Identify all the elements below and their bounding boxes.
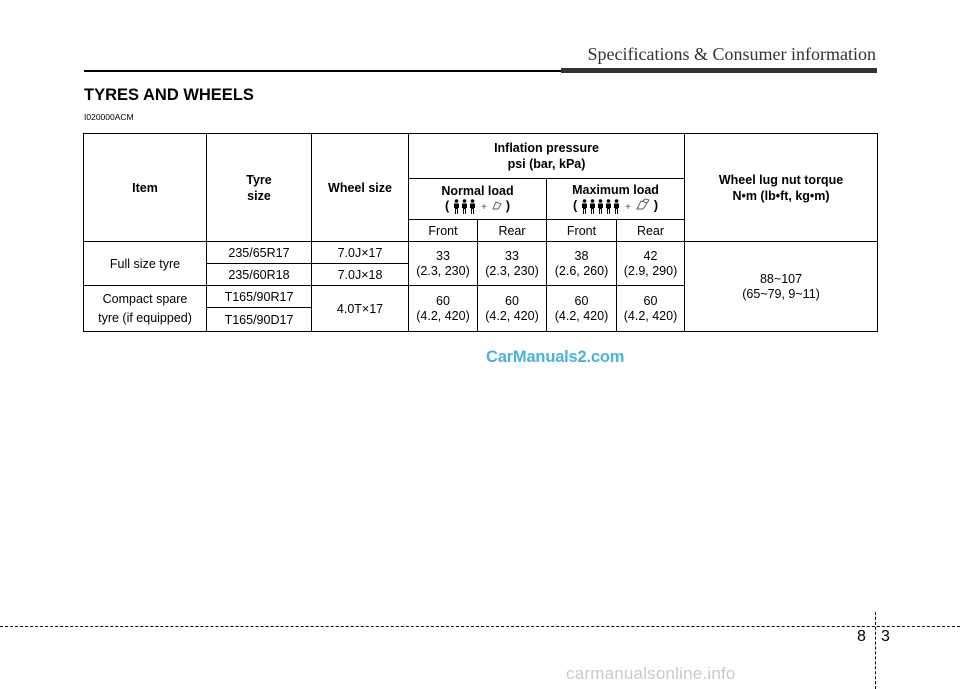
pressure-cell: 33 (2.3, 230) <box>409 242 478 286</box>
row-full-size-tyre: Full size tyre <box>84 242 207 286</box>
tyre-spec-table <box>83 133 878 332</box>
header-maximum-load: Maximum load ( + ) <box>547 179 685 220</box>
chapter-number: 8 <box>857 628 866 645</box>
header-wheel-size: Wheel size <box>312 134 409 242</box>
header-rule-accent <box>561 68 877 73</box>
header-lug-nut-torque: Wheel lug nut torque N•m (lb•ft, kg•m) <box>685 134 878 242</box>
header-item: Item <box>84 134 207 242</box>
torque-cell: 88~107 (65~79, 9~11) <box>685 242 878 332</box>
watermark-logo: CarManuals2.com <box>486 348 625 366</box>
wheel-size-cell: 4.0T×17 <box>312 286 409 332</box>
person-icon <box>581 199 588 214</box>
person-icon <box>613 199 620 214</box>
header-tyre-size: Tyre size <box>207 134 312 242</box>
person-icon <box>589 199 596 214</box>
normal-load-icon <box>453 199 476 214</box>
wheel-size-cell: 7.0J×18 <box>312 264 409 286</box>
page-number: 3 <box>881 628 890 645</box>
footer-divider <box>875 612 876 689</box>
pressure-cell: 60 (4.2, 420) <box>478 286 547 332</box>
header-max-rear: Rear <box>617 220 685 242</box>
pressure-cell: 60 (4.2, 420) <box>547 286 617 332</box>
section-code: I020000ACM <box>84 112 134 122</box>
pressure-cell: 42 (2.9, 290) <box>617 242 685 286</box>
pressure-cell: 33 (2.3, 230) <box>478 242 547 286</box>
person-icon <box>453 199 460 214</box>
section-title: TYRES AND WHEELS <box>84 86 254 104</box>
tyre-size-cell: T165/90R17 <box>207 286 312 308</box>
bottom-watermark: carmanualsonline.info <box>566 664 736 683</box>
header-normal-load: Normal load ( + ) <box>409 179 547 220</box>
person-icon <box>605 199 612 214</box>
luggage-icon <box>492 199 502 214</box>
person-icon <box>461 199 468 214</box>
tyre-size-cell: 235/60R18 <box>207 264 312 286</box>
maximum-load-icon <box>581 199 620 214</box>
row-compact-spare: Compact spare tyre (if equipped) <box>84 286 207 332</box>
tyre-size-cell: T165/90D17 <box>207 308 312 332</box>
pressure-cell: 38 (2.6, 260) <box>547 242 617 286</box>
wheel-size-cell: 7.0J×17 <box>312 242 409 264</box>
header-title: Specifications & Consumer information <box>587 44 876 64</box>
header-max-front: Front <box>547 220 617 242</box>
pressure-cell: 60 (4.2, 420) <box>617 286 685 332</box>
header-normal-rear: Rear <box>478 220 547 242</box>
person-icon <box>469 199 476 214</box>
person-icon <box>597 199 604 214</box>
pressure-cell: 60 (4.2, 420) <box>409 286 478 332</box>
footer-rule <box>0 626 960 627</box>
header-rule <box>84 70 561 72</box>
header-inflation-pressure: Inflation pressure psi (bar, kPa) <box>409 134 685 179</box>
header-normal-front: Front <box>409 220 478 242</box>
tyre-size-cell: 235/65R17 <box>207 242 312 264</box>
luggage-max-icon <box>636 198 650 214</box>
